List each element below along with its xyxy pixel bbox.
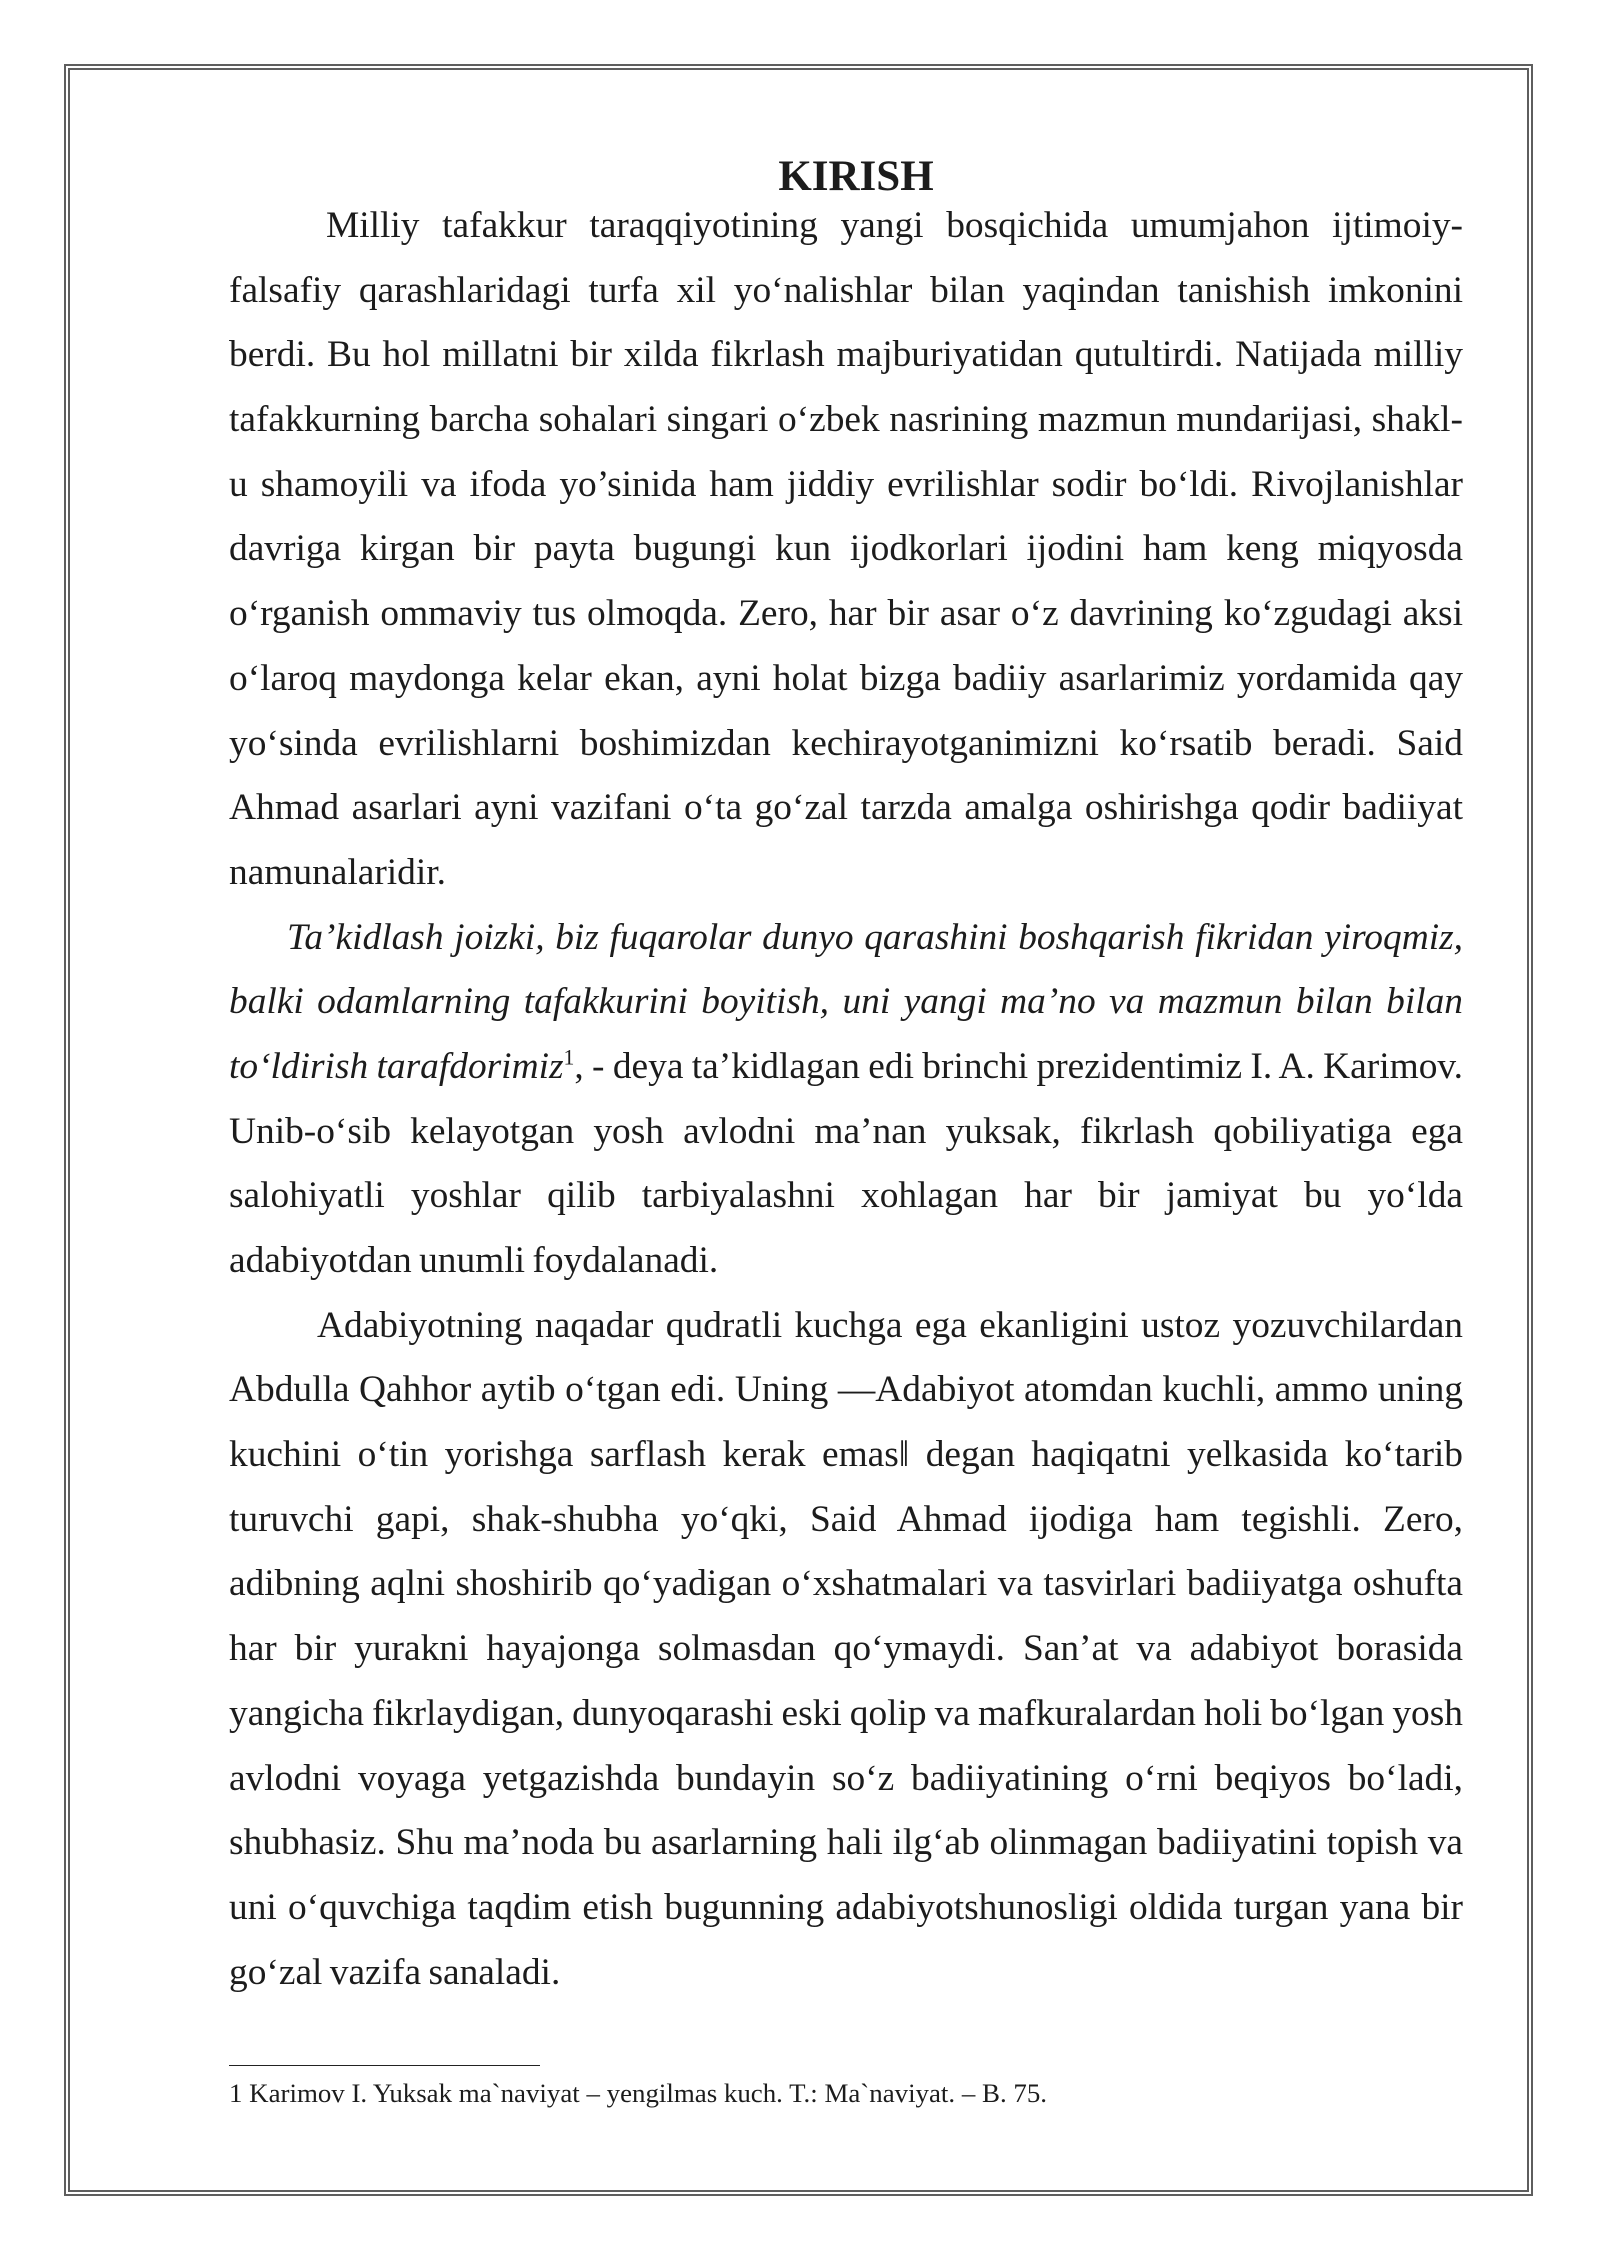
paragraph-line: Abdulla Qahhor aytib oʻtgan edi. Uning ―Adabiyot atomdan kuchli, ammo uning — [229, 1369, 1463, 1411]
paragraph-line: Milliy tafakkur taraqqiyotining yangi bosqichida umumjahon ijtimoiy- — [326, 205, 1463, 246]
quote-attribution: , - deya ta’kidlagan edi brinchi prezidentimiz I. A. Karimov. — [574, 1045, 1464, 1087]
paragraph-line: kuchini oʻtin yorishga sarflash kerak emas‖ degan haqiqatni yelkasida koʻtarib — [229, 1434, 1463, 1476]
footnote-separator — [229, 2065, 540, 2066]
paragraph-line: Adabiyotning naqadar qudratli kuchga ega ekanligini ustoz yozuvchilardan — [317, 1304, 1463, 1346]
paragraph-line: goʻzal vazifa sanaladi. — [229, 1951, 561, 1993]
paragraph-line: u shamoyili va ifoda yo’sinida ham jiddiy evrilishlar sodir boʻldi. Rivojlanishlar — [229, 463, 1463, 505]
paragraph-line: shubhasiz. Shu ma’noda bu asarlarning hali ilgʻab olinmagan badiiyatini topish va — [229, 1822, 1463, 1864]
paragraph-line: davriga kirgan bir payta bugungi kun ijodkorlari ijodini ham keng miqyosda — [229, 528, 1463, 570]
paragraph-line: tafakkurning barcha sohalari singari oʻzbek nasrining mazmun mundarijasi, shakl- — [229, 399, 1463, 441]
paragraph-line: oʻrganish ommaviy tus olmoqda. Zero, har bir asar oʻz davrining koʻzgudagi aksi — [229, 593, 1463, 635]
paragraph-line: oʻlaroq maydonga kelar ekan, ayni holat bizga badiiy asarlarimiz yordamida qay — [229, 657, 1463, 699]
paragraph-2 — [229, 906, 1463, 1294]
quote-line: Ta’kidlash joizki, biz fuqarolar dunyo qarashini boshqarish fikridan yiroqmiz, — [287, 916, 1463, 958]
paragraph-3 — [229, 1294, 1463, 2006]
paragraph-line: turuvchi gapi, shak-shubha yoʻqki, Said Ahmad ijodiga ham tegishli. Zero, — [229, 1498, 1463, 1540]
footnote-text: 1 Karimov I. Yuksak ma`naviyat – yengilmas kuch. T.: Ma`naviyat. – B. 75. — [229, 2078, 1048, 2108]
paragraph-line: uni oʻquvchiga taqdim etish bugunning adabiyotshunosligi oldida turgan yana bir — [229, 1886, 1463, 1928]
quote-end: toʻldirish tarafdorimiz — [229, 1045, 564, 1087]
paragraph-line: har bir yurakni hayajonga solmasdan qoʻymaydi. San’at va adabiyot borasida — [229, 1628, 1463, 1670]
paragraph-line: avlodni voyaga yetgazishda bundayin soʻz badiiyatining oʻrni beqiyos boʻladi, — [229, 1757, 1463, 1799]
quote-line: balki odamlarning tafakkurini boyitish, uni yangi ma’no va mazmun bilan bilan — [229, 981, 1463, 1023]
page-title: KIRISH — [778, 153, 934, 200]
paragraph-line: namunalaridir. — [229, 851, 447, 893]
paragraph-line: yangicha fikrlaydigan, dunyoqarashi eski qolip va mafkuralardan holi boʻlgan yosh — [229, 1692, 1463, 1734]
paragraph-1 — [229, 194, 1463, 906]
paragraph-line — [229, 1035, 1463, 1100]
footnote-ref: 1 — [563, 1045, 575, 1070]
paragraph-line: falsafiy qarashlaridagi turfa xil yoʻnalishlar bilan yaqindan tanishish imkonini — [229, 269, 1463, 311]
paragraph-line: Unib-oʻsib kelayotgan yosh avlodni ma’nan yuksak, fikrlash qobiliyatiga ega — [229, 1110, 1463, 1152]
document-body — [229, 194, 1463, 2005]
paragraph-line: berdi. Bu hol millatni bir xilda fikrlash majburiyatidan qutultirdi. Natijada milliy — [229, 334, 1463, 376]
paragraph-line: Ahmad asarlari ayni vazifani oʻta goʻzal tarzda amalga oshirishga qodir badiiyat — [229, 787, 1463, 829]
paragraph-line: yoʻsinda evrilishlarni boshimizdan kechirayotganimizni koʻrsatib beradi. Said — [229, 722, 1463, 764]
paragraph-line: adabiyotdan unumli foydalanadi. — [229, 1240, 719, 1281]
paragraph-line: adibning aqlni shoshirib qoʻyadigan oʻxshatmalari va tasvirlari badiiyatga oshufta — [229, 1563, 1463, 1605]
paragraph-line: salohiyatli yoshlar qilib tarbiyalashni xohlagan har bir jamiyat bu yoʻlda — [229, 1175, 1463, 1217]
